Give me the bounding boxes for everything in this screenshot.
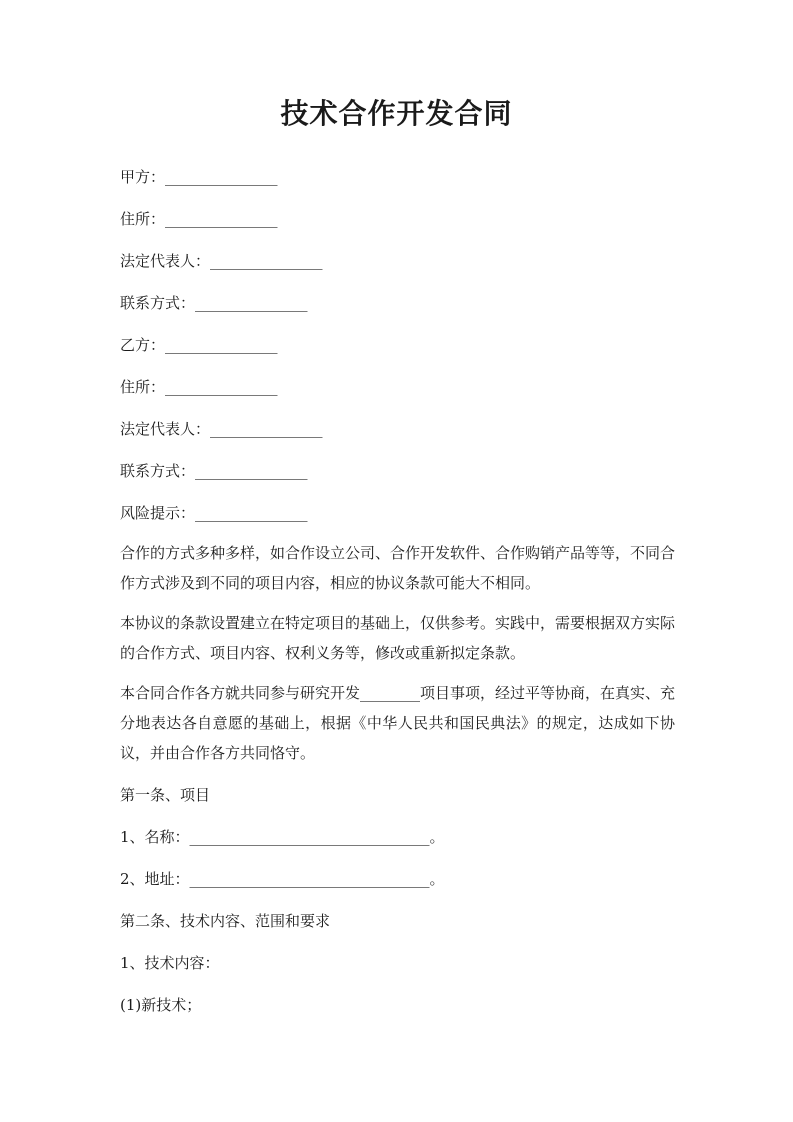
article-2-heading: 第二条、技术内容、范围和要求 — [120, 912, 331, 930]
party-b-address-field: 住所：_______________ — [120, 378, 278, 396]
party-a-field: 甲方：_______________ — [120, 168, 278, 186]
tech-content-label: 1、技术内容： — [120, 954, 220, 972]
paragraph-cooperation-modes: 合作的方式多种多样，如合作设立公司、合作开发软件、合作购销产品等等，不同合作方式涉及到不同的项目内容，相应的协议条款可能大不相同。 — [120, 544, 676, 592]
party-a-contact-field: 联系方式：_______________ — [120, 294, 308, 312]
item-name-field: 1、名称：________________________________。 — [120, 828, 445, 846]
tech-item-new-technology: (1)新技术； — [120, 996, 202, 1014]
risk-notice-field: 风险提示：_______________ — [120, 504, 308, 522]
party-b-field: 乙方：_______________ — [120, 336, 278, 354]
article-1-heading: 第一条、项目 — [120, 786, 211, 804]
party-b-legal-rep-field: 法定代表人：_______________ — [120, 420, 323, 438]
party-a-address-field: 住所：_______________ — [120, 210, 278, 228]
item-address-field: 2、地址：________________________________。 — [120, 870, 445, 888]
party-a-legal-rep-field: 法定代表人：_______________ — [120, 252, 323, 270]
party-b-contact-field: 联系方式：_______________ — [120, 462, 308, 480]
paragraph-reference-notice: 本协议的条款设置建立在特定项目的基础上，仅供参考。实践中，需要根据双方实际的合作方式、项目内容、权利义务等，修改或重新拟定条款。 — [120, 614, 676, 662]
document-title: 技术合作开发合同 — [280, 97, 513, 130]
paragraph-contract-preamble: 本合同合作各方就共同参与研究开发________项目事项，经过平等协商，在真实、充分地表达各自意愿的基础上，根据《中华人民共和国民典法》的规定，达成如下协议，并由合作各方共同恪守。 — [120, 684, 676, 762]
